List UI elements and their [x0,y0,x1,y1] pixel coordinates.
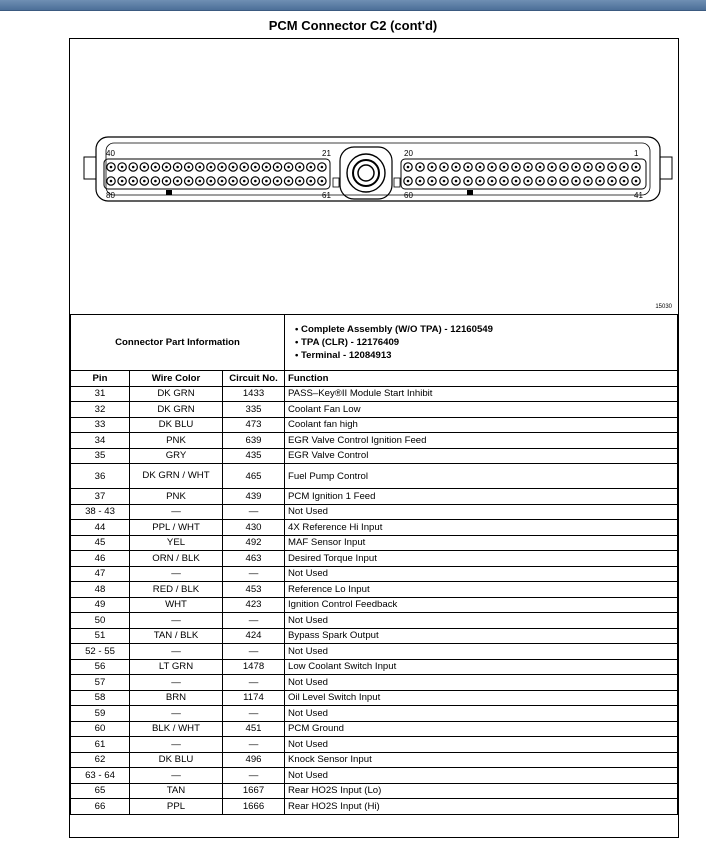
cell-wire-color: GRY [130,448,223,464]
connector-drawing [70,39,678,314]
cell-wire-color: — [130,737,223,753]
cell-pin: 50 [71,613,130,629]
cell-wire-color: — [130,706,223,722]
cell-wire-color: BLK / WHT [130,721,223,737]
connector-pin-center [527,180,530,183]
connector-pin-center [467,166,470,169]
connector-pin-center [276,166,279,169]
pin-label-61: 61 [322,191,331,200]
cell-pin: 52 - 55 [71,644,130,660]
table-row [71,768,678,784]
cell-circuit-no: — [223,566,285,582]
cell-circuit-no: — [223,706,285,722]
connector-pin-center [121,180,124,183]
cell-circuit-no: — [223,768,285,784]
cell-function: PCM Ignition 1 Feed [285,489,678,505]
cell-wire-color: DK BLU [130,417,223,433]
table-row [71,520,678,536]
connector-pin-center [187,180,190,183]
connector-pin-center [527,166,530,169]
cell-circuit-no: 1433 [223,386,285,402]
connector-pin-center [165,180,168,183]
connector-pin-center [455,180,458,183]
cell-function: Not Used [285,613,678,629]
pin-label-40: 40 [106,149,115,158]
connector-pin-center [419,180,422,183]
connector-pin-center [176,166,179,169]
connector-pin-center [143,180,146,183]
connector-info-item: • TPA (CLR) - 12176409 [295,337,400,348]
connector-pin-center [232,180,235,183]
cell-function: MAF Sensor Input [285,535,678,551]
cell-wire-color: DK GRN / WHT [130,464,223,489]
header-wire-color: Wire Color [130,371,223,387]
cell-function: Not Used [285,566,678,582]
cell-circuit-no: 453 [223,582,285,598]
window-top-bar [0,0,706,11]
table-row [71,752,678,768]
table-row [71,737,678,753]
cell-pin: 47 [71,566,130,582]
cell-pin: 60 [71,721,130,737]
connector-pin-center [187,166,190,169]
connector-pin-center [503,166,506,169]
connector-diagram [70,39,678,315]
cell-wire-color: — [130,613,223,629]
connector-info-row [71,315,678,371]
connector-info-item: • Complete Assembly (W/O TPA) - 12160549 [295,324,493,335]
cell-wire-color: PNK [130,489,223,505]
cell-pin: 63 - 64 [71,768,130,784]
connector-pin-center [165,166,168,169]
cell-circuit-no: 492 [223,535,285,551]
table-row [71,597,678,613]
pin-label-21: 21 [322,149,331,158]
cell-wire-color: WHT [130,597,223,613]
connector-pin-center [154,180,157,183]
cell-pin: 59 [71,706,130,722]
connector-pin-center [176,180,179,183]
cell-circuit-no: 1174 [223,690,285,706]
cell-wire-color: YEL [130,535,223,551]
cell-function: PASS–Key®II Module Start Inhibit [285,386,678,402]
connector-pin-center [221,166,224,169]
pin-label-80: 80 [106,191,115,200]
connector-pin-center [132,180,135,183]
pin-label-20: 20 [404,149,413,158]
connector-pin-center [611,180,614,183]
connector-pin-center [623,180,626,183]
cell-function: Ignition Control Feedback [285,597,678,613]
cell-circuit-no: 465 [223,464,285,489]
table-row [71,799,678,815]
connector-pin-center [575,166,578,169]
table-row [71,675,678,691]
connector-pin-center [310,180,313,183]
cell-function: Fuel Pump Control [285,464,678,489]
connector-pin-center [515,180,518,183]
cell-wire-color: BRN [130,690,223,706]
connector-pin-center [479,180,482,183]
connector-pin-center [587,180,590,183]
cell-pin: 49 [71,597,130,613]
connector-pin-center [587,166,590,169]
cell-function: Coolant fan high [285,417,678,433]
cell-pin: 65 [71,783,130,799]
cell-function: 4X Reference Hi Input [285,520,678,536]
connector-pin-center [321,166,324,169]
connector-info-label: Connector Part Information [71,315,285,371]
header-function: Function [285,371,678,387]
cell-wire-color: TAN / BLK [130,628,223,644]
table-row [71,690,678,706]
connector-pin-center [321,180,324,183]
connector-pin-center [110,166,113,169]
cell-circuit-no: 430 [223,520,285,536]
cell-pin: 62 [71,752,130,768]
connector-pin-center [491,180,494,183]
connector-pin-center [407,180,410,183]
connector-pin-center [232,166,235,169]
table-row [71,386,678,402]
connector-pin-center [491,166,494,169]
connector-pin-center [298,180,301,183]
cell-circuit-no: 639 [223,433,285,449]
table-row [71,613,678,629]
cell-circuit-no: 1666 [223,799,285,815]
connector-pin-center [443,180,446,183]
connector-pin-center [563,180,566,183]
connector-pin-center [599,166,602,169]
cell-function: Not Used [285,737,678,753]
cell-pin: 45 [71,535,130,551]
connector-pin-center [121,166,124,169]
cell-function: Knock Sensor Input [285,752,678,768]
cell-pin: 66 [71,799,130,815]
cell-function: EGR Valve Control [285,448,678,464]
cell-pin: 35 [71,448,130,464]
table-row [71,504,678,520]
cell-pin: 37 [71,489,130,505]
connector-pin-center [243,166,246,169]
connector-pin-center [563,166,566,169]
connector-pin-center [298,166,301,169]
cell-function: Not Used [285,675,678,691]
connector-pin-center [515,166,518,169]
connector-pin-center [419,166,422,169]
connector-pin-center [539,180,542,183]
connector-pin-center [276,180,279,183]
cell-function: Oil Level Switch Input [285,690,678,706]
pin-table [70,314,678,815]
cell-wire-color: DK GRN [130,386,223,402]
cell-circuit-no: 423 [223,597,285,613]
connector-pin-center [132,166,135,169]
table-row [71,721,678,737]
connector-pin-center [443,166,446,169]
cell-circuit-no: — [223,613,285,629]
cell-wire-color: PNK [130,433,223,449]
cell-circuit-no: 424 [223,628,285,644]
cell-function: Rear HO2S Input (Lo) [285,783,678,799]
connector-pin-center [539,166,542,169]
connector-pin-center [431,180,434,183]
cell-pin: 33 [71,417,130,433]
connector-pin-center [635,180,638,183]
table-row [71,464,678,489]
connector-pin-center [575,180,578,183]
cell-pin: 36 [71,464,130,489]
cell-pin: 48 [71,582,130,598]
cell-wire-color: PPL / WHT [130,520,223,536]
table-row [71,706,678,722]
cell-function: Bypass Spark Output [285,628,678,644]
cell-circuit-no: — [223,644,285,660]
cell-pin: 34 [71,433,130,449]
connector-pin-center [503,180,506,183]
connector-pin-center [455,166,458,169]
connector-pin-center [265,180,268,183]
table-row [71,402,678,418]
connector-info-item: • Terminal - 12084913 [295,350,392,361]
cell-function: Reference Lo Input [285,582,678,598]
figure-number: 15030 [655,304,672,310]
header-circuit-no: Circuit No. [223,371,285,387]
table-row [71,535,678,551]
cell-circuit-no: 435 [223,448,285,464]
cell-pin: 31 [71,386,130,402]
connector-pin-center [210,180,213,183]
connector-pin-center [431,166,434,169]
header-pin: Pin [71,371,130,387]
table-row [71,659,678,675]
cell-function: Coolant Fan Low [285,402,678,418]
cell-function: Not Used [285,504,678,520]
connector-pin-center [310,166,313,169]
connector-pin-center [599,180,602,183]
cell-function: PCM Ground [285,721,678,737]
cell-circuit-no: 451 [223,721,285,737]
document-frame [69,38,679,838]
connector-pin-center [254,180,257,183]
cell-pin: 46 [71,551,130,567]
cell-function: Not Used [285,768,678,784]
connector-pin-center [265,166,268,169]
cell-pin: 51 [71,628,130,644]
connector-pin-center [551,166,554,169]
cell-wire-color: RED / BLK [130,582,223,598]
cell-pin: 32 [71,402,130,418]
cell-circuit-no: 496 [223,752,285,768]
table-row [71,644,678,660]
connector-pin-center [623,166,626,169]
connector-pin-center [287,166,290,169]
cell-circuit-no: 1478 [223,659,285,675]
cell-circuit-no: 1667 [223,783,285,799]
cell-function: Desired Torque Input [285,551,678,567]
table-row [71,628,678,644]
cell-wire-color: LT GRN [130,659,223,675]
cell-circuit-no: 335 [223,402,285,418]
connector-pin-center [210,166,213,169]
cell-wire-color: TAN [130,783,223,799]
connector-pin-center [635,166,638,169]
pin-label-41: 41 [634,191,643,200]
connector-pin-center [199,166,202,169]
connector-pin-center [467,180,470,183]
cell-pin: 57 [71,675,130,691]
cell-pin: 61 [71,737,130,753]
cell-wire-color: DK BLU [130,752,223,768]
cell-function: Low Coolant Switch Input [285,659,678,675]
cell-wire-color: — [130,644,223,660]
cell-circuit-no: — [223,675,285,691]
cell-wire-color: — [130,675,223,691]
connector-pin-center [407,166,410,169]
cell-wire-color: DK GRN [130,402,223,418]
table-row [71,551,678,567]
connector-pin-center [479,166,482,169]
cell-wire-color: — [130,566,223,582]
connector-pin-center [199,180,202,183]
cell-pin: 58 [71,690,130,706]
connector-pin-center [611,166,614,169]
connector-pin-center [551,180,554,183]
cell-pin: 56 [71,659,130,675]
cell-circuit-no: — [223,504,285,520]
table-row [71,566,678,582]
cell-circuit-no: — [223,737,285,753]
table-header-row [71,371,678,387]
table-row [71,582,678,598]
connector-pin-center [110,180,113,183]
cell-function: Not Used [285,644,678,660]
cell-wire-color: — [130,768,223,784]
table-row [71,489,678,505]
pin-label-1: 1 [634,149,639,158]
cell-circuit-no: 463 [223,551,285,567]
table-row [71,417,678,433]
cell-function: Rear HO2S Input (Hi) [285,799,678,815]
cell-function: Not Used [285,706,678,722]
connector-pin-center [154,166,157,169]
cell-pin: 38 - 43 [71,504,130,520]
connector-pin-center [143,166,146,169]
page-title: PCM Connector C2 (cont'd) [268,18,438,33]
cell-wire-color: ORN / BLK [130,551,223,567]
table-row [71,448,678,464]
pin-label-60: 60 [404,191,413,200]
cell-pin: 44 [71,520,130,536]
connector-pin-center [243,180,246,183]
cell-wire-color: PPL [130,799,223,815]
connector-pin-center [254,166,257,169]
connector-pin-center [287,180,290,183]
cell-function: EGR Valve Control Ignition Feed [285,433,678,449]
cell-wire-color: — [130,504,223,520]
table-row [71,783,678,799]
cell-circuit-no: 439 [223,489,285,505]
connector-pin-center [221,180,224,183]
cell-circuit-no: 473 [223,417,285,433]
table-row [71,433,678,449]
connector-info-list [285,315,678,371]
